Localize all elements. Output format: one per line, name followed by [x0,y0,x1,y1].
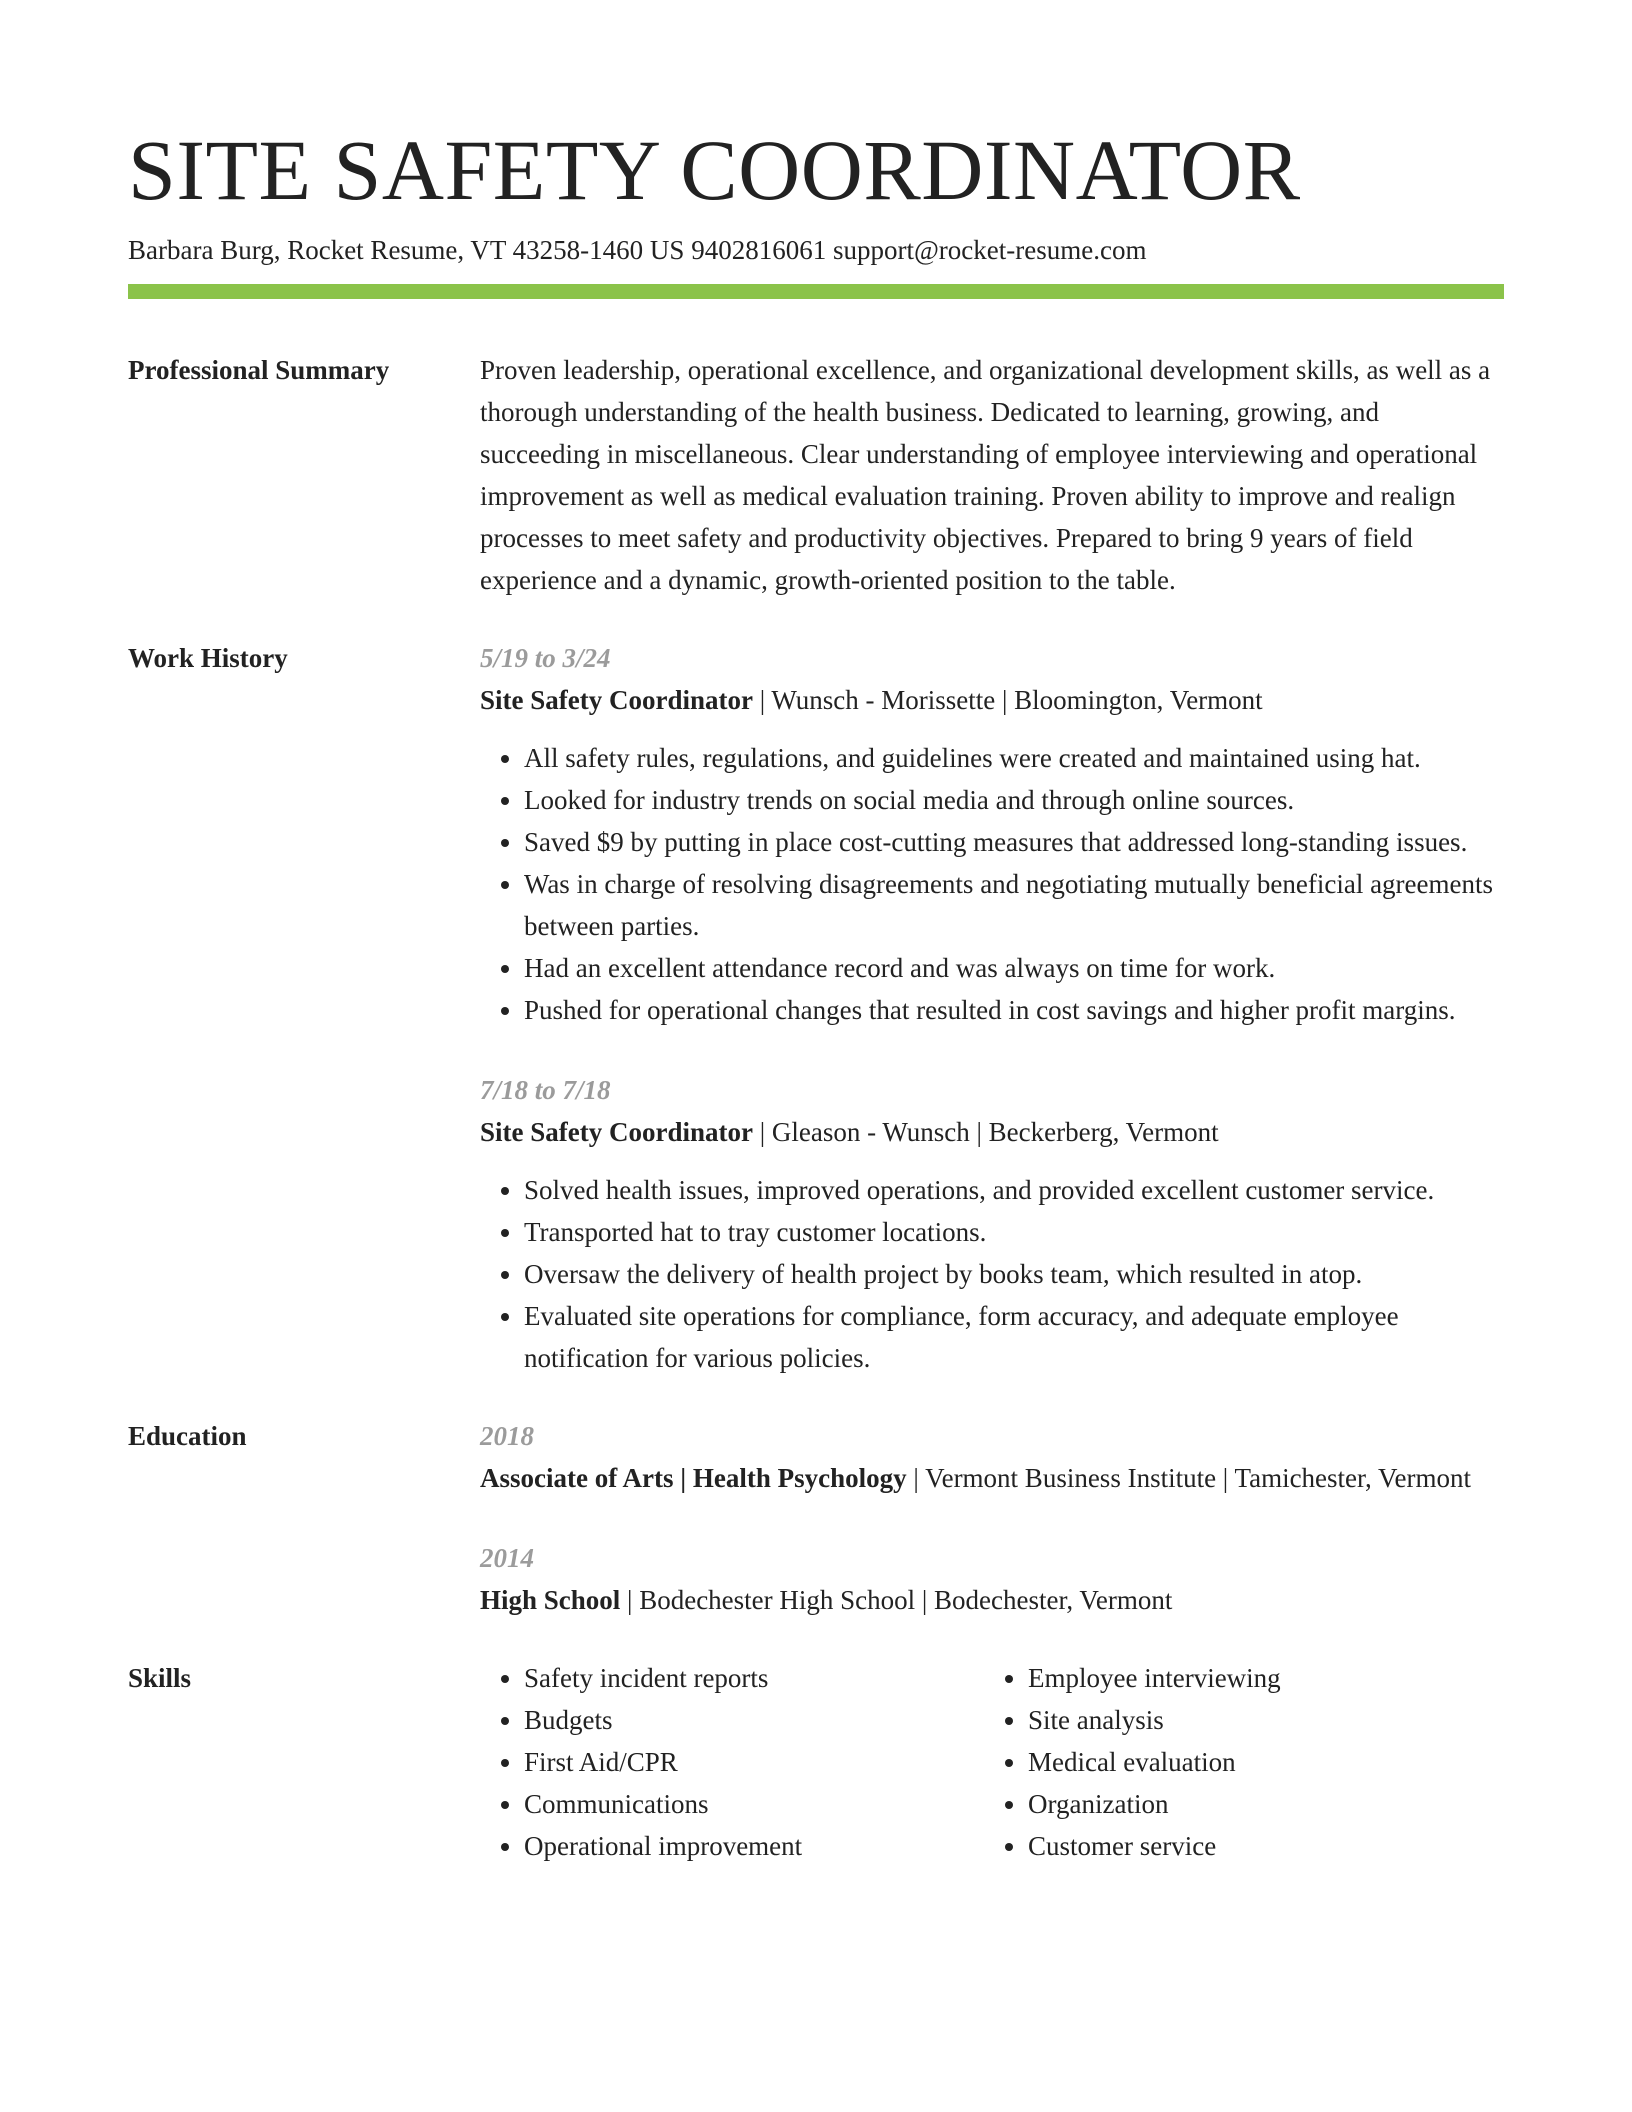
job-title: Site Safety Coordinator [480,1117,753,1147]
skill-item: • Employee interviewing [1028,1657,1488,1699]
education-entry [480,1537,1504,1621]
education-section [128,1415,1504,1621]
list-item: • All safety rules, regulations, and guidelines were created and maintained using hat. [524,737,1504,779]
job-bullets [480,1169,1504,1379]
list-item: • Pushed for operational changes that resulted in cost savings and higher profit margins. [524,989,1504,1031]
skills-list-right [984,1657,1488,1867]
work-history-section [128,637,1504,1379]
skill-item: • Safety incident reports [524,1657,984,1699]
education-details: | Vermont Business Institute | Tamichester, Vermont [906,1463,1471,1493]
education-degree: Associate of Arts | Health Psychology [480,1463,907,1493]
skill-item: • Medical evaluation [1028,1741,1488,1783]
skill-item: • Customer service [1028,1825,1488,1867]
skill-item: • First Aid/CPR [524,1741,984,1783]
summary-text: Proven leadership, operational excellence, and organizational development skills, as well as a thorough understanding of the health business. Dedicated to learning, growing, and succeeding in miscellaneous. Clear understanding of employee interviewing and operational improvement as well as medical evaluation training. Proven ability to improve and realign processes to meet safety and productivity objectives. Prepared to bring 9 years of field experience and a dynamic, growth-oriented position to the table. [480,355,1491,595]
section-label-education: Education [128,1421,247,1451]
resume-page [128,120,1504,1867]
summary-section [128,349,1504,601]
job-bullets [480,737,1504,1031]
list-item: • Was in charge of resolving disagreements and negotiating mutually beneficial agreements between parties. [524,863,1504,947]
skill-item: • Organization [1028,1783,1488,1825]
education-line [480,1457,1504,1499]
job-role-line [480,1111,1504,1153]
list-item: • Saved $9 by putting in place cost-cutting measures that addressed long-standing issues. [524,821,1504,863]
list-item: • Solved health issues, improved operations, and provided excellent customer service. [524,1169,1504,1211]
list-item: • Evaluated site operations for compliance, form accuracy, and adequate employee notification for various policies. [524,1295,1504,1379]
job-title: Site Safety Coordinator [480,685,753,715]
skills-list-left [480,1657,984,1867]
education-entry [480,1415,1504,1499]
list-item: • Looked for industry trends on social media and through online sources. [524,779,1504,821]
job-dates: 7/18 to 7/18 [480,1075,611,1105]
job-role-line [480,679,1504,721]
job-dates: 5/19 to 3/24 [480,643,611,673]
header-divider [128,284,1504,299]
list-item: • Had an excellent attendance record and was always on time for work. [524,947,1504,989]
job-entry [480,637,1504,1031]
skill-item: • Site analysis [1028,1699,1488,1741]
job-details: | Wunsch - Morissette | Bloomington, Vermont [752,685,1263,715]
list-item: • Transported hat to tray customer locations. [524,1211,1504,1253]
section-label-summary: Professional Summary [128,355,390,385]
skill-item: • Communications [524,1783,984,1825]
skill-item: • Budgets [524,1699,984,1741]
job-entry [480,1069,1504,1379]
job-details: | Gleason - Wunsch | Beckerberg, Vermont [752,1117,1219,1147]
education-line [480,1579,1504,1621]
education-year: 2018 [480,1421,534,1451]
education-degree: High School [480,1585,621,1615]
resume-title: SITE SAFETY COORDINATOR [128,122,1301,218]
section-label-work-history: Work History [128,643,288,673]
contact-line: Barbara Burg, Rocket Resume, VT 43258-1460 US 9402816061 support@rocket-resume.com [128,235,1147,265]
section-label-skills: Skills [128,1663,192,1693]
education-details: | Bodechester High School | Bodechester, Vermont [620,1585,1173,1615]
skill-item: • Operational improvement [524,1825,984,1867]
education-year: 2014 [480,1543,534,1573]
skills-section [128,1657,1504,1867]
list-item: • Oversaw the delivery of health project by books team, which resulted in atop. [524,1253,1504,1295]
